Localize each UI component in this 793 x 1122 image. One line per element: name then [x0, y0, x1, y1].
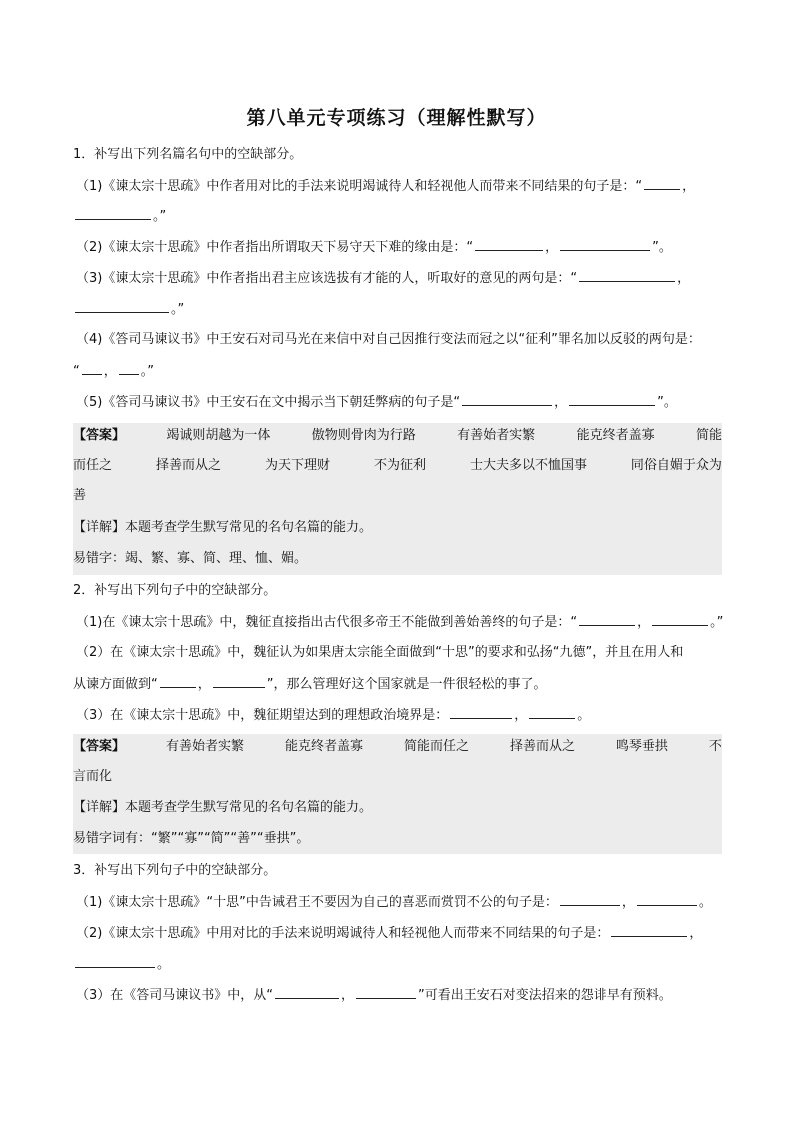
answer-item: 不 — [708, 739, 722, 754]
answer-item: 而任之 — [73, 458, 113, 473]
q2-item-1: （1)在《谏太宗十思疏》中，魏征直接指出古代很多帝王不能做到善始善终的句子是：“ ， 。” — [76, 612, 728, 633]
blank[interactable] — [82, 361, 102, 375]
q1-item-4-line-2: “ ， 。” — [73, 361, 725, 382]
q1-item-1-line-1: （1)《谏太宗十思疏》中作者用对比的手法来说明竭诚待人和轻视他人而带来不同结果的句子是：“ ， — [76, 176, 728, 197]
answer-item: 能克终者盖寡 — [284, 739, 363, 754]
answer-label: 【答案】 — [73, 739, 126, 754]
answer-item: 有善始者实繁 — [165, 739, 244, 754]
q3-item-3: （3）在《答司马谏议书》中，从“ ， ”可看出王安石对变法招来的怨诽早有预料。 — [76, 985, 728, 1006]
answer-item: 为天下理财 — [264, 458, 330, 473]
blank[interactable] — [75, 299, 169, 313]
answer-item: 有善始者实繁 — [457, 428, 536, 443]
page-title: 第八单元专项练习（理解性默写） — [246, 107, 547, 129]
q2-common-errors: 易错字词有：“繁”“寡”“简”“善”“垂拱”。 — [73, 831, 310, 846]
blank[interactable] — [75, 206, 151, 220]
q3-item-1: （1)《谏太宗十思疏》“十思”中告诫君王不要因为自己的喜恶而赏罚不公的句子是： ， 。 — [76, 892, 728, 913]
q1-item-3-line-2: 。” — [73, 299, 725, 320]
q2-answer-row-1 — [73, 737, 722, 757]
blank[interactable] — [475, 237, 543, 251]
q1-item-3-line-1: （3)《谏太宗十思疏》中作者指出君主应该选拔有才能的人，听取好的意见的两句是：“ ， — [76, 268, 728, 289]
answer-item: 择善而从之 — [155, 458, 221, 473]
answer-item: 同俗自媚于众为 — [630, 458, 722, 473]
answer-item: 士大夫多以不恤国事 — [469, 458, 587, 473]
question-2-heading: 2．补写出下列句子中的空缺部分。 — [73, 583, 277, 598]
q1-answer-row-2 — [73, 456, 722, 476]
blank[interactable] — [579, 612, 635, 626]
blank[interactable] — [160, 674, 196, 688]
blank[interactable] — [275, 985, 339, 999]
q1-common-errors: 易错字：竭、繁、寡、简、理、恤、媚。 — [73, 551, 308, 566]
q1-detail: 【详解】本题考查学生默写常见的名句名篇的能力。 — [73, 520, 373, 535]
blank[interactable] — [579, 268, 675, 282]
q1-item-1-line-2: 。” — [73, 206, 725, 227]
q1-answer-row-1 — [73, 426, 722, 446]
q2-answer-row-2: 言而化 — [73, 769, 113, 784]
blank[interactable] — [560, 892, 620, 906]
blank[interactable] — [644, 176, 680, 190]
blank[interactable] — [75, 954, 155, 968]
q1-item-5: （5)《答司马谏议书》中王安石在文中揭示当下朝廷弊病的句子是“ ， ”。 — [76, 392, 728, 413]
blank[interactable] — [611, 923, 687, 937]
answer-item: 简能而任之 — [403, 739, 469, 754]
blank[interactable] — [450, 705, 512, 719]
blank[interactable] — [569, 392, 655, 406]
answer-item: 简能 — [695, 428, 722, 443]
answer-label: 【答案】 — [73, 428, 126, 443]
q2-detail: 【详解】本题考查学生默写常见的名句名篇的能力。 — [73, 800, 373, 815]
blank[interactable] — [213, 674, 265, 688]
answer-item: 傲物则骨肉为行路 — [311, 428, 416, 443]
answer-item: 鸣琴垂拱 — [615, 739, 668, 754]
question-1-heading: 1．补写出下列名篇名句中的空缺部分。 — [73, 147, 303, 162]
q2-item-2-line-1: （2）在《谏太宗十思疏》中，魏征认为如果唐太宗能全面做到“十思”的要求和弘扬“九德”，并且在用人和 — [76, 645, 684, 660]
q2-item-3: （3）在《谏太宗十思疏》中，魏征期望达到的理想政治境界是： ， 。 — [76, 705, 728, 726]
q1-answer-row-3: 善 — [73, 488, 87, 503]
blank[interactable] — [637, 892, 697, 906]
q1-item-2: （2)《谏太宗十思疏》中作者指出所谓取天下易守天下难的缘由是：“ ， ”。 — [76, 237, 728, 258]
question-3-heading: 3．补写出下列句子中的空缺部分。 — [73, 863, 277, 878]
answer-item: 竭诚则胡越为一体 — [166, 428, 271, 443]
blank[interactable] — [529, 705, 575, 719]
blank[interactable] — [119, 361, 139, 375]
blank[interactable] — [560, 237, 650, 251]
q3-item-2-line-1: （2)《谏太宗十思疏》中用对比的手法来说明竭诚待人和轻视他人而带来不同结果的句子是： ， — [76, 923, 728, 944]
q1-item-4-line-1: （4)《答司马谏议书》中王安石对司马光在来信中对自己因推行变法而冠之以“征利”罪名加以反驳的两句是： — [76, 332, 701, 347]
q3-item-2-line-2: 。 — [73, 954, 725, 975]
blank[interactable] — [356, 985, 416, 999]
answer-item: 不为征利 — [373, 458, 426, 473]
blank[interactable] — [462, 392, 552, 406]
blank[interactable] — [652, 612, 708, 626]
q2-item-2-line-2: 从谏方面做到“ ， ”，那么管理好这个国家就是一件很轻松的事了。 — [73, 674, 725, 695]
answer-item: 择善而从之 — [509, 739, 575, 754]
answer-item: 能克终者盖寡 — [576, 428, 655, 443]
